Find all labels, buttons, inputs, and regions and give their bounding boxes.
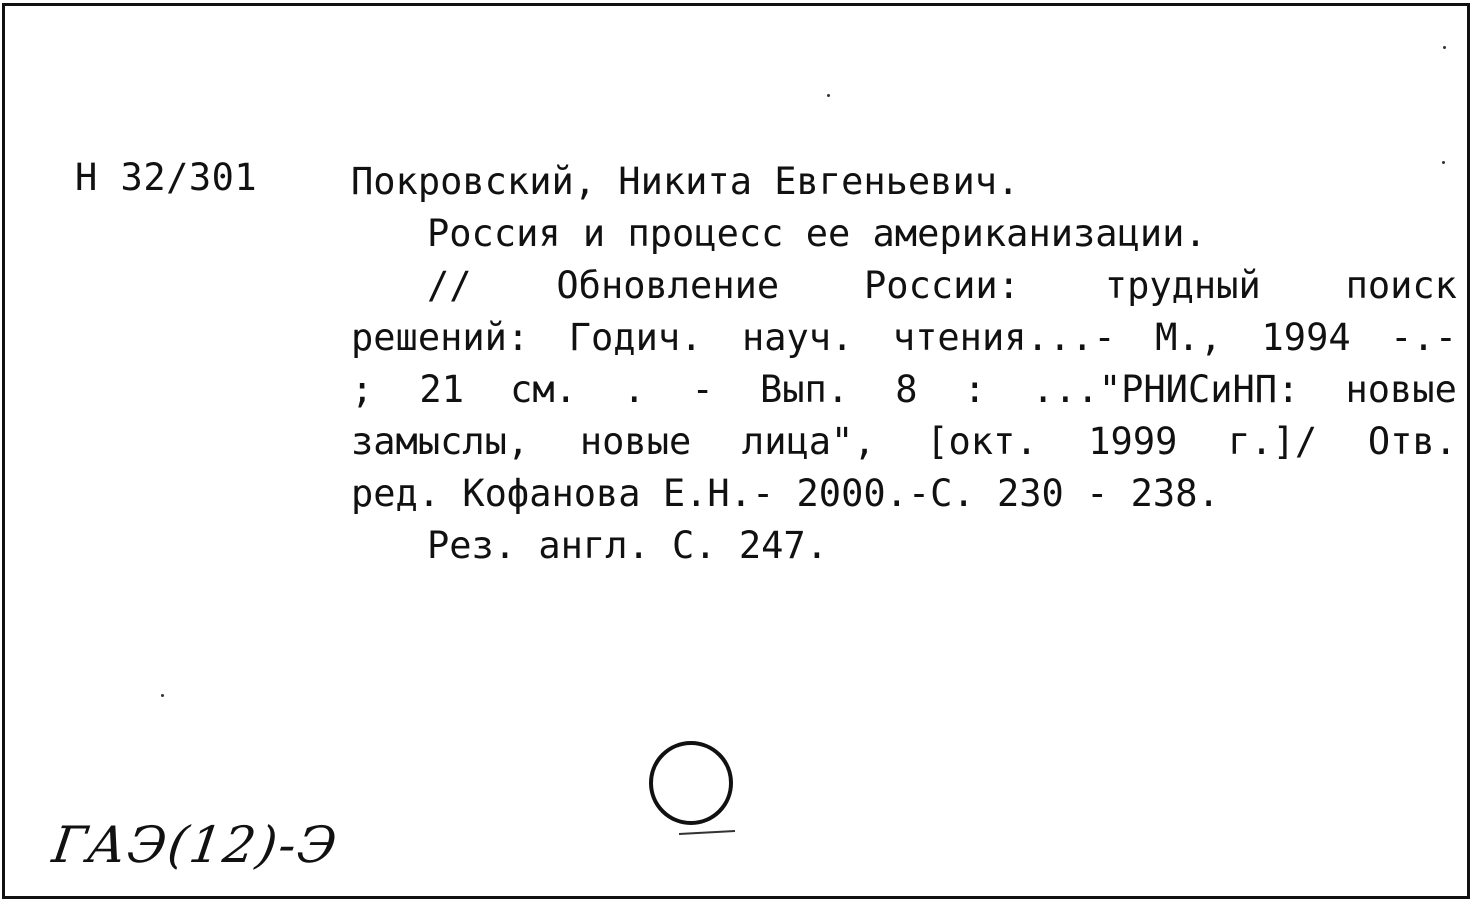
source-line-1: [351, 260, 1457, 312]
source-word: решений:: [351, 316, 530, 359]
summary-note: Рез. англ. С. 247.: [427, 524, 828, 567]
source-word: 8: [895, 368, 918, 411]
source-word: :: [963, 368, 986, 411]
source-line-2: [351, 312, 1457, 364]
scan-speck: [1442, 161, 1445, 164]
source-word: Вып.: [759, 368, 850, 411]
catalog-card: [2, 3, 1470, 899]
source-word: новые: [579, 420, 692, 463]
source-word: 1999: [1088, 420, 1178, 463]
source-line-5: ред. Кофанова Е.Н.- 2000.-С. 230 - 238.: [351, 472, 1220, 515]
source-word: -.-: [1390, 316, 1457, 359]
source-word: //: [427, 264, 472, 307]
source-line-3: [351, 364, 1457, 416]
call-number: Н 32/301: [75, 156, 258, 199]
author-line: Покровский, Никита Евгеньевич.: [351, 160, 1020, 203]
title-line: Россия и процесс ее американизации.: [427, 212, 1207, 255]
handwritten-classification-code: ГАЭ(12)-Э: [48, 816, 343, 874]
source-word: замыслы,: [351, 420, 530, 463]
source-word: 1994: [1261, 316, 1351, 359]
source-word: см.: [510, 368, 577, 411]
source-word: г.]/: [1228, 420, 1318, 463]
source-word: М.,: [1155, 316, 1222, 359]
bibliographic-entry: [351, 156, 1457, 572]
source-word: новые: [1345, 368, 1457, 411]
source-word: России:: [864, 264, 1020, 307]
source-word: Обновление: [556, 264, 780, 307]
source-word: 21: [419, 368, 464, 411]
source-word: науч.: [741, 316, 854, 359]
source-line-4: [351, 416, 1457, 468]
source-word: ;: [351, 368, 374, 411]
source-word: чтения...-: [892, 316, 1116, 359]
punch-hole-icon: [645, 741, 745, 841]
source-word: лица",: [741, 420, 876, 463]
source-word: -: [691, 368, 714, 411]
source-word: трудный: [1104, 264, 1261, 307]
source-word: .: [623, 368, 646, 411]
scan-speck: [1443, 46, 1446, 49]
source-word: Годич.: [568, 316, 703, 359]
source-word: ..."РНИСиНП:: [1032, 368, 1300, 411]
source-word: Отв.: [1367, 420, 1457, 463]
source-word: [окт.: [926, 420, 1038, 463]
scan-speck: [827, 94, 830, 97]
source-word: поиск: [1345, 264, 1457, 307]
scan-speck: [161, 694, 164, 697]
